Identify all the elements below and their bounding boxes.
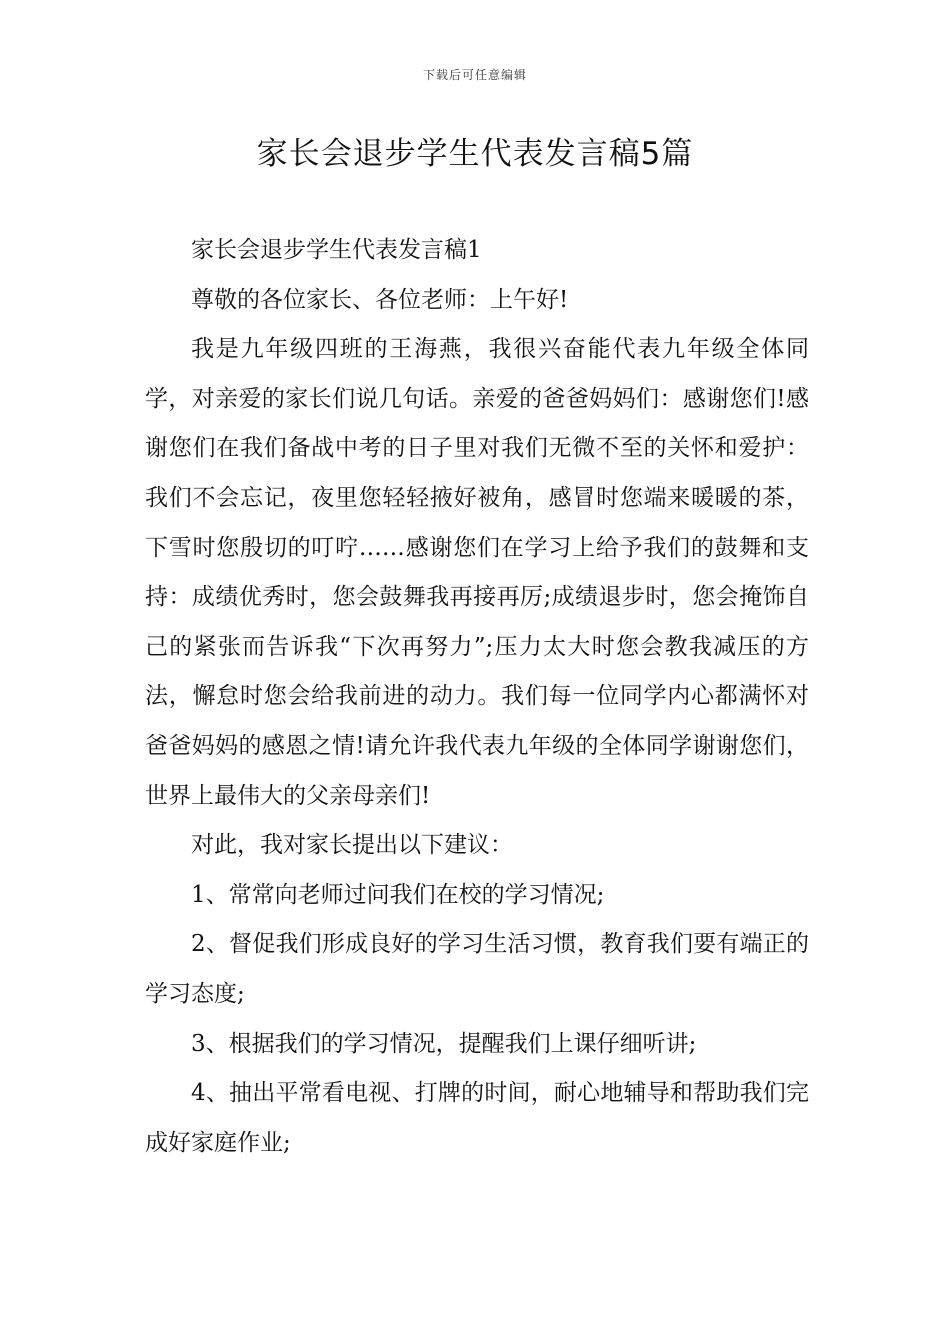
suggestion-item-2: 2、督促我们形成良好的学习生活习惯，教育我们要有端正的学习态度; (145, 931, 809, 1007)
document-title: 家长会退步学生代表发言稿5篇 (256, 136, 694, 172)
suggestion-item-1: 1、常常向老师过问我们在校的学习情况; (191, 881, 605, 908)
suggestion-item-4: 4、抽出平常看电视、打牌的时间，耐心地辅导和帮助我们完成好家庭作业; (145, 1080, 809, 1156)
document-body (145, 226, 809, 1168)
body-paragraph: 我是九年级四班的王海燕，我很兴奋能代表九年级全体同学，对亲爱的家长们说几句话。亲爱的爸爸妈妈们：感谢您们!感谢您们在我们备战中考的日子里对我们无微不至的关怀和爱护：我们不会忘记，夜里您轻轻掖好被角，感冒时您端来暖暖的茶，下雪时您殷切的叮咛……感谢您们在学习上给予我们的鼓舞和支持：成绩优秀时，您会鼓舞我再接再厉;成绩退步时，您会掩饰自己的紧张而告诉我“下次再努力”;压力太大时您会教我减压的方法，懈怠时您会给我前进的动力。我们每一位同学内心都满怀对爸爸妈妈的感恩之情!请允许我代表九年级的全体同学谢谢您们，世界上最伟大的父亲母亲们! (145, 336, 809, 809)
suggestion-intro: 对此，我对家长提出以下建议： (191, 832, 513, 859)
suggestion-item-3: 3、根据我们的学习情况，提醒我们上课仔细听讲; (191, 1030, 697, 1057)
section-heading: 家长会退步学生代表发言稿1 (191, 237, 482, 263)
greeting-paragraph: 尊敬的各位家长、各位老师：上午好! (191, 286, 569, 313)
header-note: 下载后可任意编辑 (422, 68, 527, 82)
